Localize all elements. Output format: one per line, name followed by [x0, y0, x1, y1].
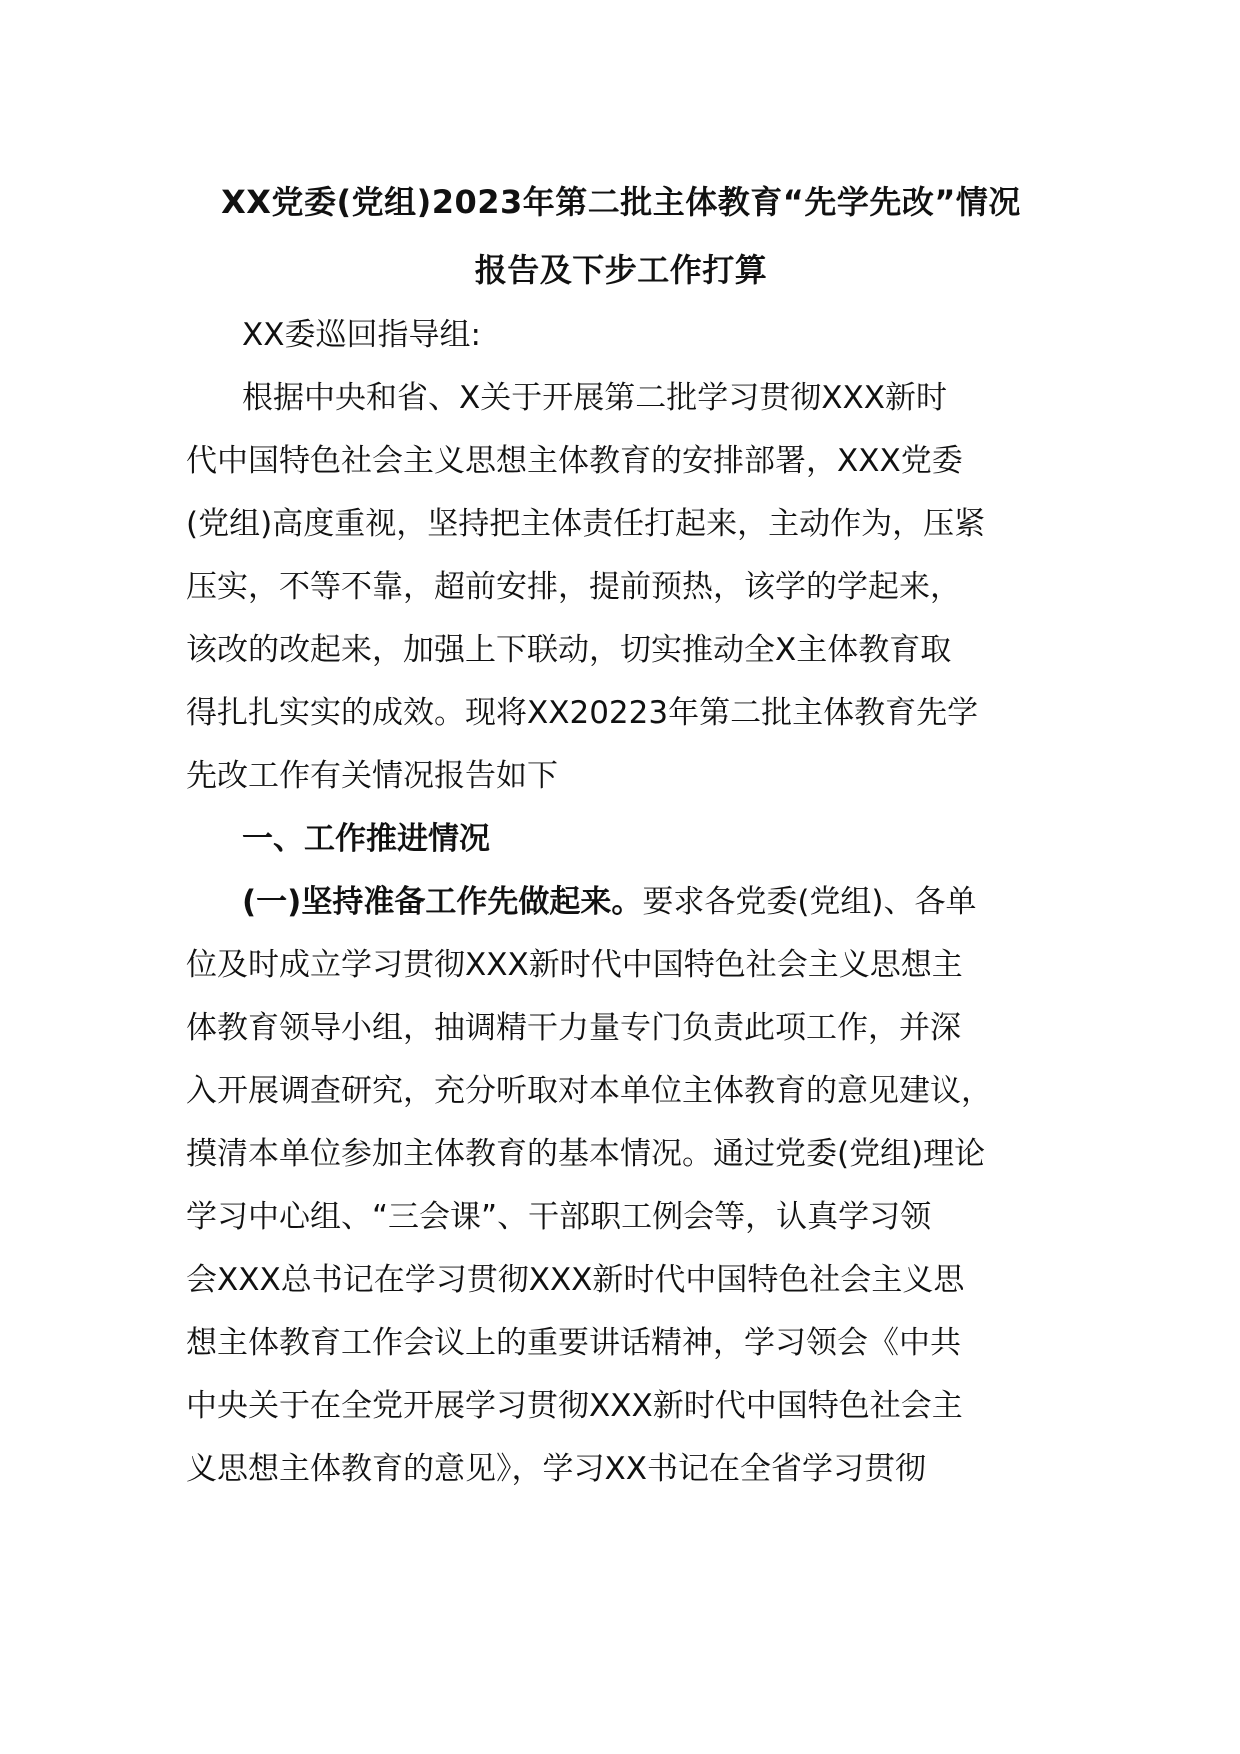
subsection-line: 入开展调查研究，充分听取对本单位主体教育的意见建议， — [186, 1073, 992, 1109]
subsection-line: 想主体教育工作会议上的重要讲话精神，学习领会《中共 — [186, 1325, 961, 1361]
subsection-first-line — [186, 871, 1056, 934]
subsection-line: 会XXX总书记在学习贯彻XXX新时代中国特色社会主义思 — [186, 1262, 965, 1298]
subsection-line: 义思想主体教育的意见》，学习XX书记在全省学习贯彻 — [186, 1451, 926, 1487]
subsection-paragraph — [186, 871, 1056, 1501]
intro-line: 压实，不等不靠，超前安排，提前预热，该学的学起来， — [186, 569, 961, 605]
subsection-line: 学习中心组、“三会课”、干部职工例会等，认真学习领 — [186, 1199, 932, 1235]
intro-paragraph — [186, 367, 1056, 808]
subsection-line: 位及时成立学习贯彻XXX新时代中国特色社会主义思想主 — [186, 947, 963, 983]
intro-line: 该改的改起来，加强上下联动，切实推动全X主体教育取 — [186, 632, 952, 668]
subsection-lead: (一)坚持准备工作先做起来。 — [242, 884, 643, 920]
title-line-1: XX党委(党组)2023年第二批主体教育“先学先改”情况 — [221, 183, 1021, 221]
subsection-line: 摸清本单位参加主体教育的基本情况。通过党委(党组)理论 — [186, 1136, 986, 1172]
subsection-line: 体教育领导小组，抽调精干力量专门负责此项工作，并深 — [186, 1010, 961, 1046]
intro-line: 根据中央和省、X关于开展第二批学习贯彻XXX新时 — [242, 380, 947, 416]
document-title — [186, 168, 1056, 304]
subsection-line: 中央关于在全党开展学习贯彻XXX新时代中国特色社会主 — [186, 1388, 963, 1424]
intro-line: 先改工作有关情况报告如下 — [186, 758, 558, 794]
intro-line: 代中国特色社会主义思想主体教育的安排部署，XXX党委 — [186, 443, 963, 479]
section-heading: 一、工作推进情况 — [242, 821, 490, 857]
intro-line: (党组)高度重视，坚持把主体责任打起来，主动作为，压紧 — [186, 506, 986, 542]
intro-line: 得扎扎实实的成效。现将XX20223年第二批主体教育先学 — [186, 695, 979, 731]
salutation: XX委巡回指导组: — [242, 317, 481, 353]
subsection-first-line-rest: 要求各党委(党组)、各单 — [642, 884, 977, 920]
title-line-2: 报告及下步工作打算 — [474, 251, 768, 289]
document-body — [186, 168, 1056, 1501]
